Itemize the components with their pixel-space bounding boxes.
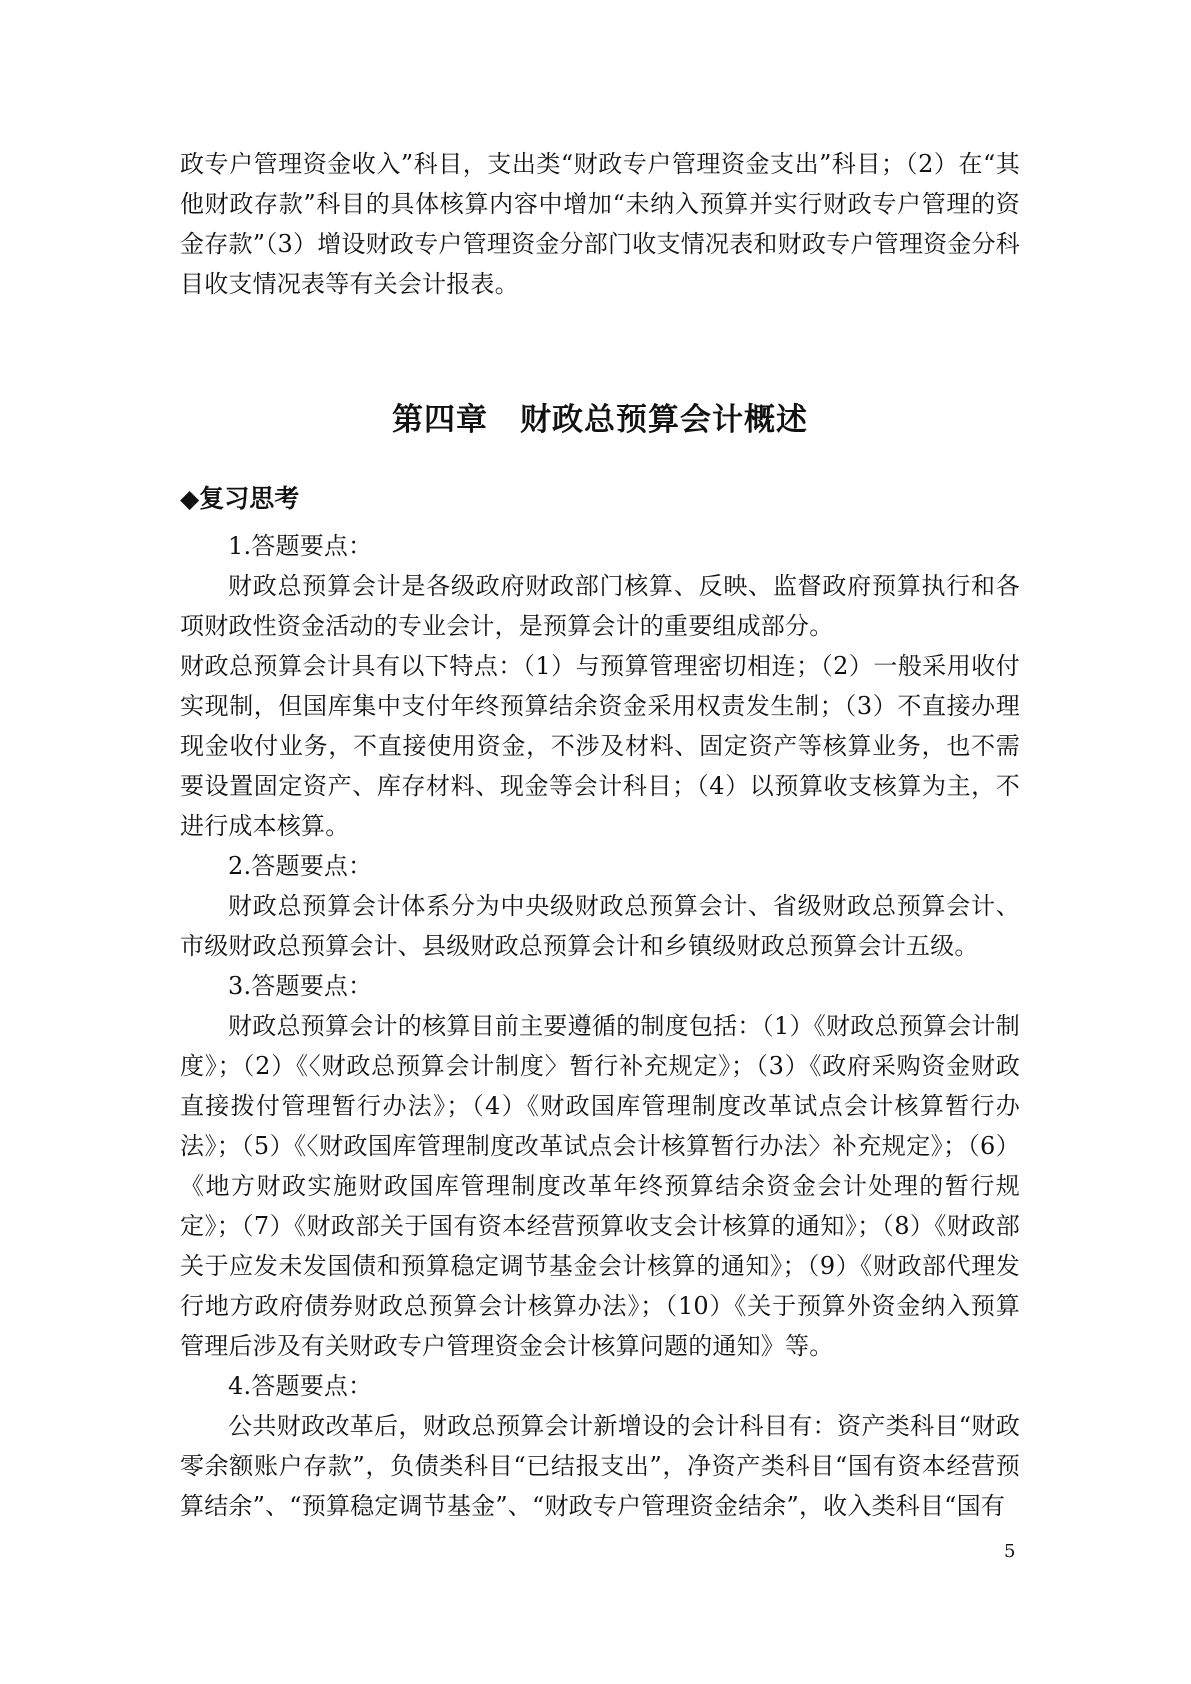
q1-paragraph-1: 财政总预算会计是各级政府财政部门核算、反映、监督政府预算执行和各项财政性资金活动的专业会计，是预算会计的重要组成部分。	[180, 572, 1020, 640]
q2-label: 2.答题要点：	[228, 852, 373, 880]
q2-paragraph-1: 财政总预算会计体系分为中央级财政总预算会计、省级财政总预算会计、市级财政总预算会计、县级财政总预算会计和乡镇级财政总预算会计五级。	[180, 892, 1020, 960]
continued-paragraph: 政专户管理资金收入”科目，支出类“财政专户管理资金支出”科目；（2）在“其他财政存款”科目的具体核算内容中增加“未纳入预算并实行财政专户管理的资金存款”（3）增设财政专户管理资金分部门收支情况表和财政专户管理资金分科目收支情况表等有关会计报表。	[180, 150, 1020, 298]
section-title: ◆复习思考	[180, 484, 300, 513]
q1-label: 1.答题要点：	[228, 532, 373, 560]
q3-paragraph-1: 财政总预算会计的核算目前主要遵循的制度包括：（1）《财政总预算会计制度》；（2）《〈财政总预算会计制度〉暂行补充规定》；（3）《政府采购资金财政直接拨付管理暂行办法》；（4）《财政国库管理制度改革试点会计核算暂行办法》；（5）《〈财政国库管理制度改革试点会计核算暂行办法〉补充规定》；（6）《地方财政实施财政国库管理制度改革年终预算结余资金会计处理的暂行规定》；（7）《财政部关于国有资本经营预算收支会计核算的通知》；（8）《财政部关于应发未发国债和预算稳定调节基金会计核算的通知》；（9）《财政部代理发行地方政府债券财政总预算会计核算办法》；（10）《关于预算外资金纳入预算管理后涉及有关财政专户管理资金会计核算问题的通知》等。	[180, 1012, 1020, 1360]
q4-paragraph-1: 公共财政改革后，财政总预算会计新增设的会计科目有：资产类科目“财政零余额账户存款”，负债类科目“已结报支出”，净资产类科目“国有资本经营预算结余”、“预算稳定调节基金”、“财政专户管理资金结余”，收入类科目“国有	[180, 1412, 1020, 1520]
q4-label: 4.答题要点：	[228, 1372, 373, 1400]
page-content	[180, 144, 1020, 1526]
q1-paragraph-2: 财政总预算会计具有以下特点：（1）与预算管理密切相连；（2）一般采用收付实现制，但国库集中支付年终预算结余资金采用权责发生制；（3）不直接办理现金收付业务，不直接使用资金，不涉及材料、固定资产等核算业务，也不需要设置固定资产、库存材料、现金等会计科目；（4）以预算收支核算为主，不进行成本核算。	[180, 652, 1020, 840]
page-number: 5	[1004, 1541, 1016, 1562]
q3-label: 3.答题要点：	[228, 972, 373, 1000]
chapter-title: 第四章 财政总预算会计概述	[392, 402, 808, 438]
